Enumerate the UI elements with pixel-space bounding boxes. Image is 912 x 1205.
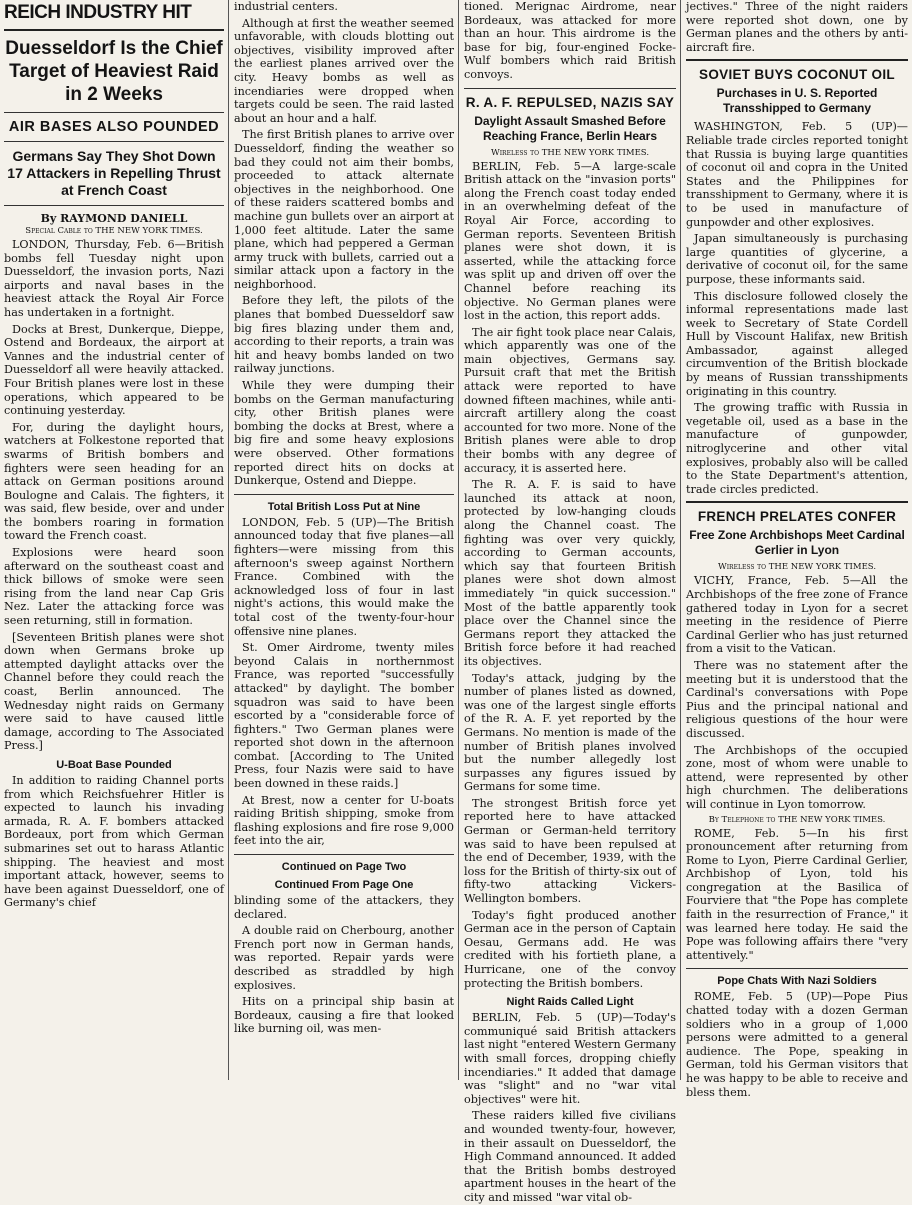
paragraph: At Brest, now a center for U-boats raiding British shipping, smoke from flashing explosions and fire rose 9,000 feet into the air, — [234, 793, 454, 848]
paragraph: BERLIN, Feb. 5—A large-scale British attack on the "invasion ports" along the French coast today ended in an overwhelming defeat of the Royal Air Force, according to German reports. Seventeen British planes were shot down, it is asserted, while the attacking force was split up and driven off over the Channel before reaching its objective. No German planes were lost in the action, this report adds. — [464, 159, 676, 323]
paragraph: Although at first the weather seemed unfavorable, with clouds blotting out objectives, visibility improved after the earliest planes arrived over the city. Heavy bombs as well as incendiaries were dropped when targets could be seen. The raid lasted about an hour and a half. — [234, 16, 454, 125]
subhead: Night Raids Called Light — [506, 996, 634, 1009]
paragraph: ROME, Feb. 5—In his first pronouncement after returning from Rome to Lyon, Pierre Cardinal Gerlier, Archbishop of Lyon, told his congregation at the Basilica of Fourviere that "the Pope has complete faith in the resurrection of France," it was learned here today. He said the Pope was following affairs there "very attentively." — [686, 826, 908, 962]
paragraph: While they were dumping their bombs on the German manufacturing city, other British planes were bombing the docks at Brest, where a big fire and some heavy explosions were observed. Other formations reported direct hits on docks at Dunkerque, Ostend and Dieppe. — [234, 379, 454, 488]
paragraph: St. Omer Airdrome, twenty miles beyond Calais in northernmost France, was reported "successfully attacked" by daylight. The bomber squadron was said to have been escorted by a "considerable force of fighters." Two German planes were reported shot down in the afternoon combat. [According to The United Press, four Nazis were said to have been downed in these raids.] — [234, 641, 454, 791]
article-headline: FRENCH PRELATES CONFER — [697, 509, 897, 525]
paragraph: ROME, Feb. 5 (UP)—Pope Pius chatted today with a dozen German soldiers who in a group of 1,000 persons were admitted to a general audience. The Pope, speaking in German, told his German visitors that he was happy to be able to receive and bless them. — [686, 990, 908, 1099]
divider — [234, 854, 454, 855]
paragraph: The R. A. F. is said to have launched its attack at noon, protected by low-hanging clouds along the Channel coast. The fighting was over very quickly, according to German accounts, which say that fourteen British planes were shot down almost immediately "in quick succession." Most of the battle apparently took place over the Channel since the Germans report they attacked the British force before it had reached its objectives. — [464, 478, 676, 668]
article-deck: Free Zone Archbishops Meet Cardinal Gerlier in Lyon — [689, 528, 905, 558]
paragraph: jectives." Three of the night raiders were reported shot down, one by German planes and the others by anti-aircraft fire. — [686, 0, 908, 54]
divider — [234, 494, 454, 495]
paragraph: industrial centers. — [234, 0, 338, 13]
paragraph: Docks at Brest, Dunkerque, Dieppe, Ostend and Bordeaux, the airport at Vannes and the industrial center of Duesseldorf all were heavily attacked. Four British planes were lost in these operations, which appeared to be continuing yesterday. — [4, 322, 224, 418]
column-rule — [458, 0, 459, 1080]
paragraph: Japan simultaneously is purchasing large quantities of glycerine, a derivative of coconut oil, for the same purpose, these informants said. — [686, 232, 908, 286]
wire-credit: Wireless to THE NEW YORK TIMES. — [717, 562, 877, 573]
subhead: Pope Chats With Nazi Soldiers — [717, 975, 877, 988]
wire-credit: Special Cable to THE NEW YORK TIMES. — [25, 226, 203, 236]
paragraph: Before they left, the pilots of the planes that bombed Duesseldorf saw big fires blazing under them and, according to their reports, a train was hit and heavy bombs landed on two railway junctions. — [234, 294, 454, 376]
paragraph: For, during the daylight hours, watchers at Folkestone reported that swarms of British bombers and fighters were seen heading for an attack on German positions around Boulogne and Calais. The fighters, it was said, flew beside, over and under the bombers roaring in formation toward the French coast. — [4, 420, 224, 543]
column-4 — [682, 0, 912, 1099]
paragraph: Today's fight produced another German ace in the person of Captain Oesau, Germans add. He was credited with his fortieth plane, a Hurricane, one of the convoy protecting the British bombers. — [464, 908, 676, 990]
divider — [4, 29, 224, 31]
divider — [464, 88, 676, 89]
deck-headline-caps: AIR BASES ALSO POUNDED — [8, 119, 220, 135]
wire-credit: By Telephone to THE NEW YORK TIMES. — [708, 814, 886, 825]
paragraph: These raiders killed five civilians and wounded twenty-four, however, in their assault on Duesseldorf, the High Command announced. It added that the British bombs destroyed apartment houses in the heart of the city and missed "war vital ob- — [464, 1109, 676, 1204]
subhead: U-Boat Base Pounded — [56, 758, 172, 771]
paragraph: BERLIN, Feb. 5 (UP)—Today's communiqué said British attackers last night "entered Western Germany with small forces, dropping chiefly incendiaries." It added that damage was "slight" and no "war vital objectives" were hit. — [464, 1011, 676, 1106]
article-deck: Daylight Assault Smashed Before Reaching France, Berlin Hears — [474, 113, 666, 143]
paragraph: A double raid on Cherbourg, another French port now in German hands, was reported. Repair yards were described as straddled by high explosives. — [234, 924, 454, 992]
paragraph: WASHINGTON, Feb. 5 (UP)—Reliable trade circles reported tonight that Russia is buying large quantities of coconut oil and copra in the United States and the Philippines for transshipment to Germany, where it is to be used in manufacture of gunpowder and other explosives. — [686, 120, 908, 229]
article-headline: SOVIET BUYS COCONUT OIL — [699, 67, 895, 83]
paragraph: blinding some of the attackers, they declared. — [234, 894, 454, 921]
paragraph: [Seventeen British planes were shot down when Germans broke up attempted daylight attacks over the Channel before they could reach the coast, Berlin announced. The Wednesday night raids on Germany were said to have caused little damage, according to The Associated Press.] — [4, 630, 224, 753]
column-rule — [228, 0, 229, 1080]
divider — [686, 59, 908, 61]
article-headline: R. A. F. REPULSED, NAZIS SAY — [465, 94, 675, 110]
deck-subheadline: Germans Say They Shot Down 17 Attackers in Repelling Thrust at French Coast — [7, 148, 221, 198]
column-1 — [0, 0, 228, 1080]
paragraph: Today's attack, judging by the number of planes listed as downed, was one of the largest single efforts of the R. A. F. yet reported by the Germans. No mention is made of the number of British planes involved but the number allegedly lost surpasses any figures issued by Germans for some time. — [464, 671, 676, 794]
paragraph: In addition to raiding Channel ports from which Reichsfuehrer Hitler is expected to launch his invading armada, R. A. F. bombers attacked Bordeaux, port from which German submarines set out to harass Atlantic shipping. The heaviest and most important attack, however, seems to have been against Duesseldorf, one of Germany's chief — [4, 773, 224, 910]
paragraph: The air fight took place near Calais, which apparently was one of the main objectives, Germans say. Pursuit craft that met the British attack were reported to have downed fifteen machines, while anti-aircraft artillery along the coast accounted for two more. None of the British planes were able to drop their bombs with any degree of accuracy, it is asserted here. — [464, 325, 676, 475]
column-3 — [460, 0, 680, 1204]
paragraph: The growing traffic with Russia in vegetable oil, used as a base in the manufacture of gunpowder, nitroglycerine and other vital explosives, probably also will be called to the State Department's attention, trade circles predicted. — [686, 401, 908, 496]
paragraph: LONDON, Feb. 5 (UP)—The British announced today that five planes—all fighters—were missing from this afternoon's sweep against Northern France. Combined with the acknowledged loss of four in last night's actions, this would make the total cost of the twenty-four-hour offensive nine planes. — [234, 515, 454, 638]
paragraph: The strongest British force yet reported here to have attacked German or German-held territory was said to have been repulsed at the end of December, 1939, with the loss for the British of thirty-six out of fifty-two attacking Vickers-Wellington bombers. — [464, 796, 676, 906]
jump-line: Continued From Page One — [274, 879, 414, 892]
main-headline: REICH INDUSTRY HIT — [4, 2, 192, 23]
paragraph: There was no statement after the meeting but it is understood that the Cardinal's conversations with Pope Pius and the principal national and religious questions of the hour were discussed. — [686, 658, 908, 740]
wire-credit: Wireless to THE NEW YORK TIMES. — [490, 147, 650, 158]
paragraph: Hits on a principal ship basin at Bordeaux, causing a fire that looked like burning oil, was men- — [234, 995, 454, 1036]
paragraph: tioned. Merignac Airdrome, near Bordeaux, was attacked for more than an hour. This airdrome is the base for big, four-engined Focke-Wulf bombers which raid British convoys. — [464, 0, 676, 81]
column-rule — [680, 0, 681, 1080]
divider — [686, 501, 908, 503]
paragraph: The first British planes to arrive over Duesseldorf, finding the weather so bad they could not aim their bombs, proceeded to attack alternate objectives in the neighborhood. One of these raiders scattered bombs and machine gun bullets over an airport at 1,000 feet altitude. Later the same plane, which had peppered a German army truck with bullets, carried out a similar attack upon a factory in the neighborhood. — [234, 128, 454, 291]
divider — [4, 141, 224, 142]
subhead: Total British Loss Put at Nine — [267, 500, 421, 513]
divider — [686, 968, 908, 969]
paragraph: This disclosure followed closely the informal representations made last week to Secretary of State Cordell Hull by Viscount Halifax, new British Ambassador, against alleged circumvention of the British blockade by means of Russian transshipments originating in this country. — [686, 289, 908, 398]
paragraph: VICHY, France, Feb. 5—All the Archbishops of the free zone of France gathered today in Lyon for a secret meeting in the residence of Pierre Cardinal Gerlier who has just returned from a visit to the Vatican. — [686, 574, 908, 656]
deck-headline: Duesseldorf Is the Chief Target of Heaviest Raid in 2 Weeks — [5, 38, 223, 105]
jump-line: Continued on Page Two — [281, 861, 407, 874]
divider — [4, 205, 224, 206]
paragraph: Explosions were heard soon afterward on the southeast coast and thick billows of smoke were seen rising from the land near Cap Gris Nez. Later the attacking force was seen returning, still in formation. — [4, 546, 224, 628]
column-2 — [230, 0, 458, 1080]
divider — [4, 112, 224, 113]
byline: By RAYMOND DANIELL — [40, 212, 188, 225]
paragraph: LONDON, Thursday, Feb. 6—British bombs fell Tuesday night upon Duesseldorf, the invasion ports, Nazi airports and naval bases in the heaviest attack the Royal Air Force has undertaken in a fortnight. — [4, 238, 224, 319]
paragraph: The Archbishops of the occupied zone, most of whom were unable to attend, were represented by other high churchmen. The deliberations will continue in Lyon tomorrow. — [686, 743, 908, 811]
article-deck: Purchases in U. S. Reported Transshipped to Germany — [716, 86, 878, 116]
